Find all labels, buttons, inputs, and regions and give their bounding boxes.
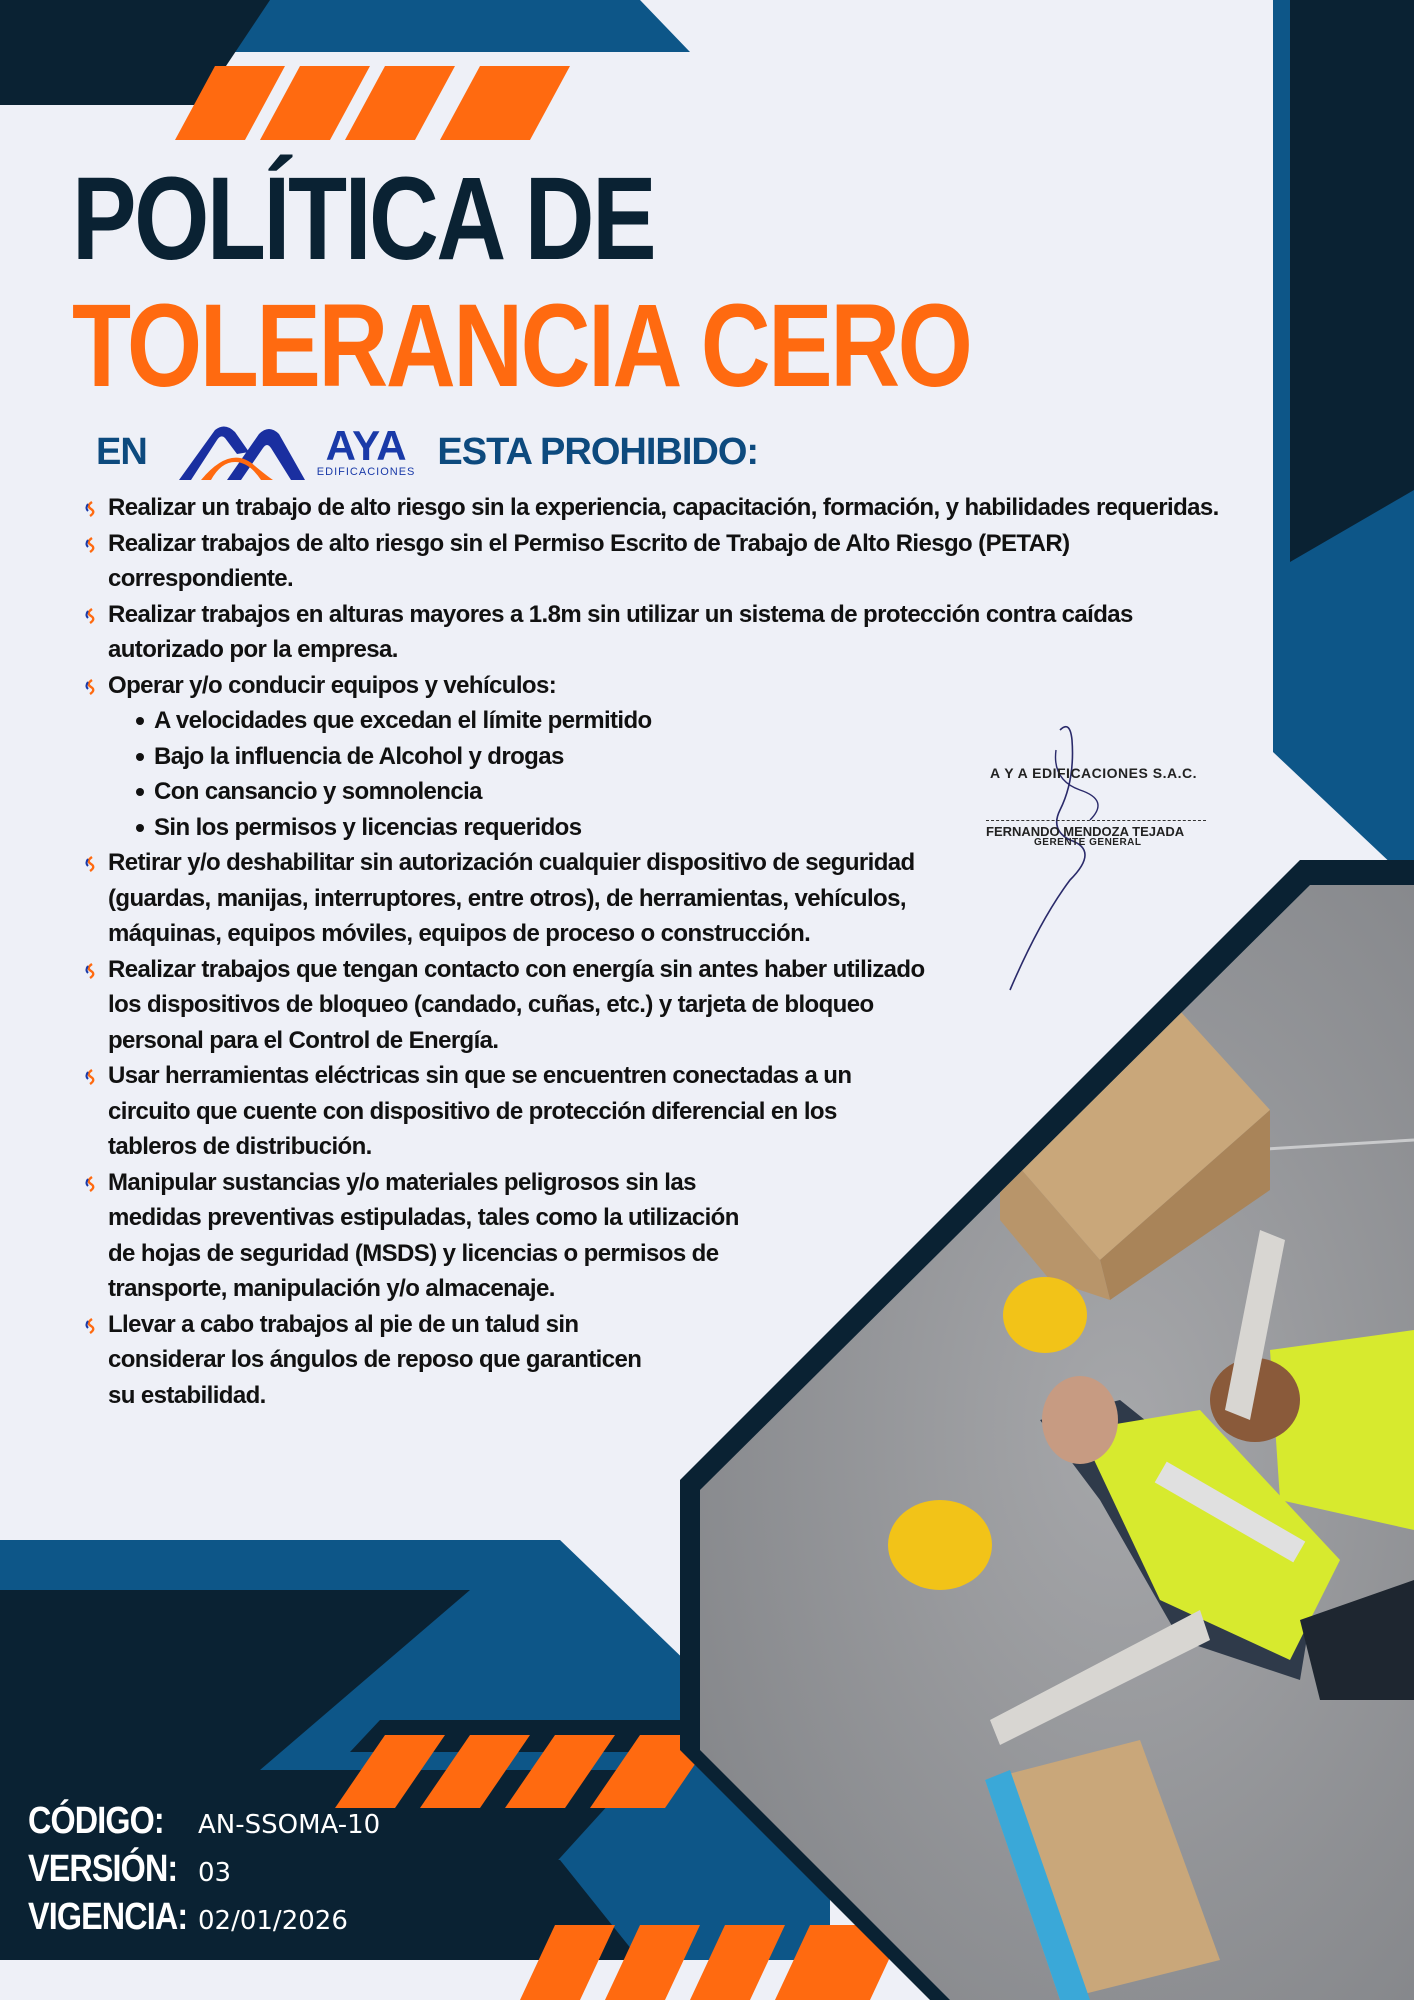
rule-item xyxy=(84,845,928,952)
rule-item xyxy=(84,668,908,846)
right-navy-band xyxy=(1290,0,1414,562)
handwritten-signature-icon xyxy=(960,720,1220,1000)
sub-item-text: Sin los permisos y licencias requeridos xyxy=(154,813,582,841)
sub-item xyxy=(136,810,908,846)
title-line-1: POLÍTICA DE xyxy=(72,153,655,285)
logo-brand: AYA xyxy=(325,422,407,469)
rule-item xyxy=(84,526,1228,597)
codigo-value: AN-SSOMA-10 xyxy=(198,1810,381,1840)
rule-text: Llevar a cabo trabajos al pie de un talud sin considerar los ángulos de reposo que garanticen su estabilidad. xyxy=(108,1310,642,1409)
bullet-dot-icon xyxy=(136,753,144,761)
bullet-dot-icon xyxy=(136,717,144,725)
mountain-logo-icon xyxy=(177,422,307,482)
bullet-dot-icon xyxy=(136,788,144,796)
sub-item xyxy=(136,774,908,810)
rule-text: Usar herramientas eléctricas sin que se encuentren conectadas a un circuito que cuente con dispositivo de protección diferencial en los tableros de distribución. xyxy=(108,1062,852,1160)
title-line-2: TOLERANCIA CERO xyxy=(72,280,971,412)
rule-text: Realizar trabajos que tengan contacto con energía sin antes haber utilizado los dispositivos de bloqueo (candado, cuñas, etc.) y tarjeta de bloqueo personal para el Control de Energía. xyxy=(108,955,925,1054)
rule-text: Retirar y/o deshabilitar sin autorización cualquier dispositivo de seguridad (guardas, manijas, interruptores, entre otros), de herramientas, vehículos, máquinas, equipos móviles, equipos de proceso o construcción. xyxy=(108,849,915,947)
sub-item xyxy=(136,703,908,739)
swirl-bullet-icon xyxy=(84,1069,98,1085)
sub-item-text: Con cansancio y somnolencia xyxy=(154,778,482,805)
company-logo xyxy=(177,422,416,482)
rule-item xyxy=(84,1307,648,1414)
subline xyxy=(96,422,758,482)
rule-item xyxy=(84,490,1228,526)
en-label: EN xyxy=(96,430,147,473)
rule-text: Realizar trabajos de alto riesgo sin el Permiso Escrito de Trabajo de Alto Riesgo (PETAR) correspondiente. xyxy=(108,529,1070,592)
rule-item xyxy=(84,1165,748,1307)
swirl-bullet-icon xyxy=(84,679,98,695)
sub-item-text: Bajo la influencia de Alcohol y drogas xyxy=(154,742,564,770)
version-label: VERSIÓN: xyxy=(28,1848,178,1890)
sub-item-text: A velocidades que excedan el límite permitido xyxy=(154,707,652,734)
prohibited-label: ESTA PROHIBIDO: xyxy=(437,430,759,473)
sub-item xyxy=(136,739,908,775)
swirl-bullet-icon xyxy=(84,501,98,517)
top-orange-stripes xyxy=(175,66,570,140)
codigo-label: CÓDIGO: xyxy=(28,1800,164,1842)
swirl-bullet-icon xyxy=(84,1176,98,1192)
rule-text: Manipular sustancias y/o materiales peligrosos sin las medidas preventivas estipuladas, tales como la utilización de hojas de seguridad (MSDS) y licencias o permisos de transporte, manipulación y/o almacenaje. xyxy=(108,1168,739,1302)
signature-name: FERNANDO MENDOZA TEJADA xyxy=(986,824,1185,839)
signature-line xyxy=(986,820,1206,821)
signature-company: A Y A EDIFICACIONES S.A.C. xyxy=(990,765,1197,781)
vigencia-value: 02/01/2026 xyxy=(198,1906,348,1936)
signature-block xyxy=(960,720,1220,1000)
rule-text: Realizar un trabajo de alto riesgo sin la experiencia, capacitación, formación, y habilidades requeridas. xyxy=(108,494,1219,521)
rule-text: Realizar trabajos en alturas mayores a 1.8m sin utilizar un sistema de protección contra caídas autorizado por la empresa. xyxy=(108,600,1133,663)
rule-item xyxy=(84,1058,928,1165)
swirl-bullet-icon xyxy=(84,537,98,553)
swirl-bullet-icon xyxy=(84,856,98,872)
sub-list xyxy=(108,703,908,845)
rule-item xyxy=(84,597,1228,668)
version-value: 03 xyxy=(198,1858,232,1888)
swirl-bullet-icon xyxy=(84,963,98,979)
bullet-dot-icon xyxy=(136,824,144,832)
vigencia-label: VIGENCIA: xyxy=(28,1896,188,1938)
rule-item xyxy=(84,952,938,1059)
swirl-bullet-icon xyxy=(84,608,98,624)
signature-role: GERENTE GENERAL xyxy=(1034,837,1142,848)
logo-sub: EDIFICACIONES xyxy=(316,466,416,478)
rule-text: Operar y/o conducir equipos y vehículos: xyxy=(108,671,557,699)
swirl-bullet-icon xyxy=(84,1318,98,1334)
